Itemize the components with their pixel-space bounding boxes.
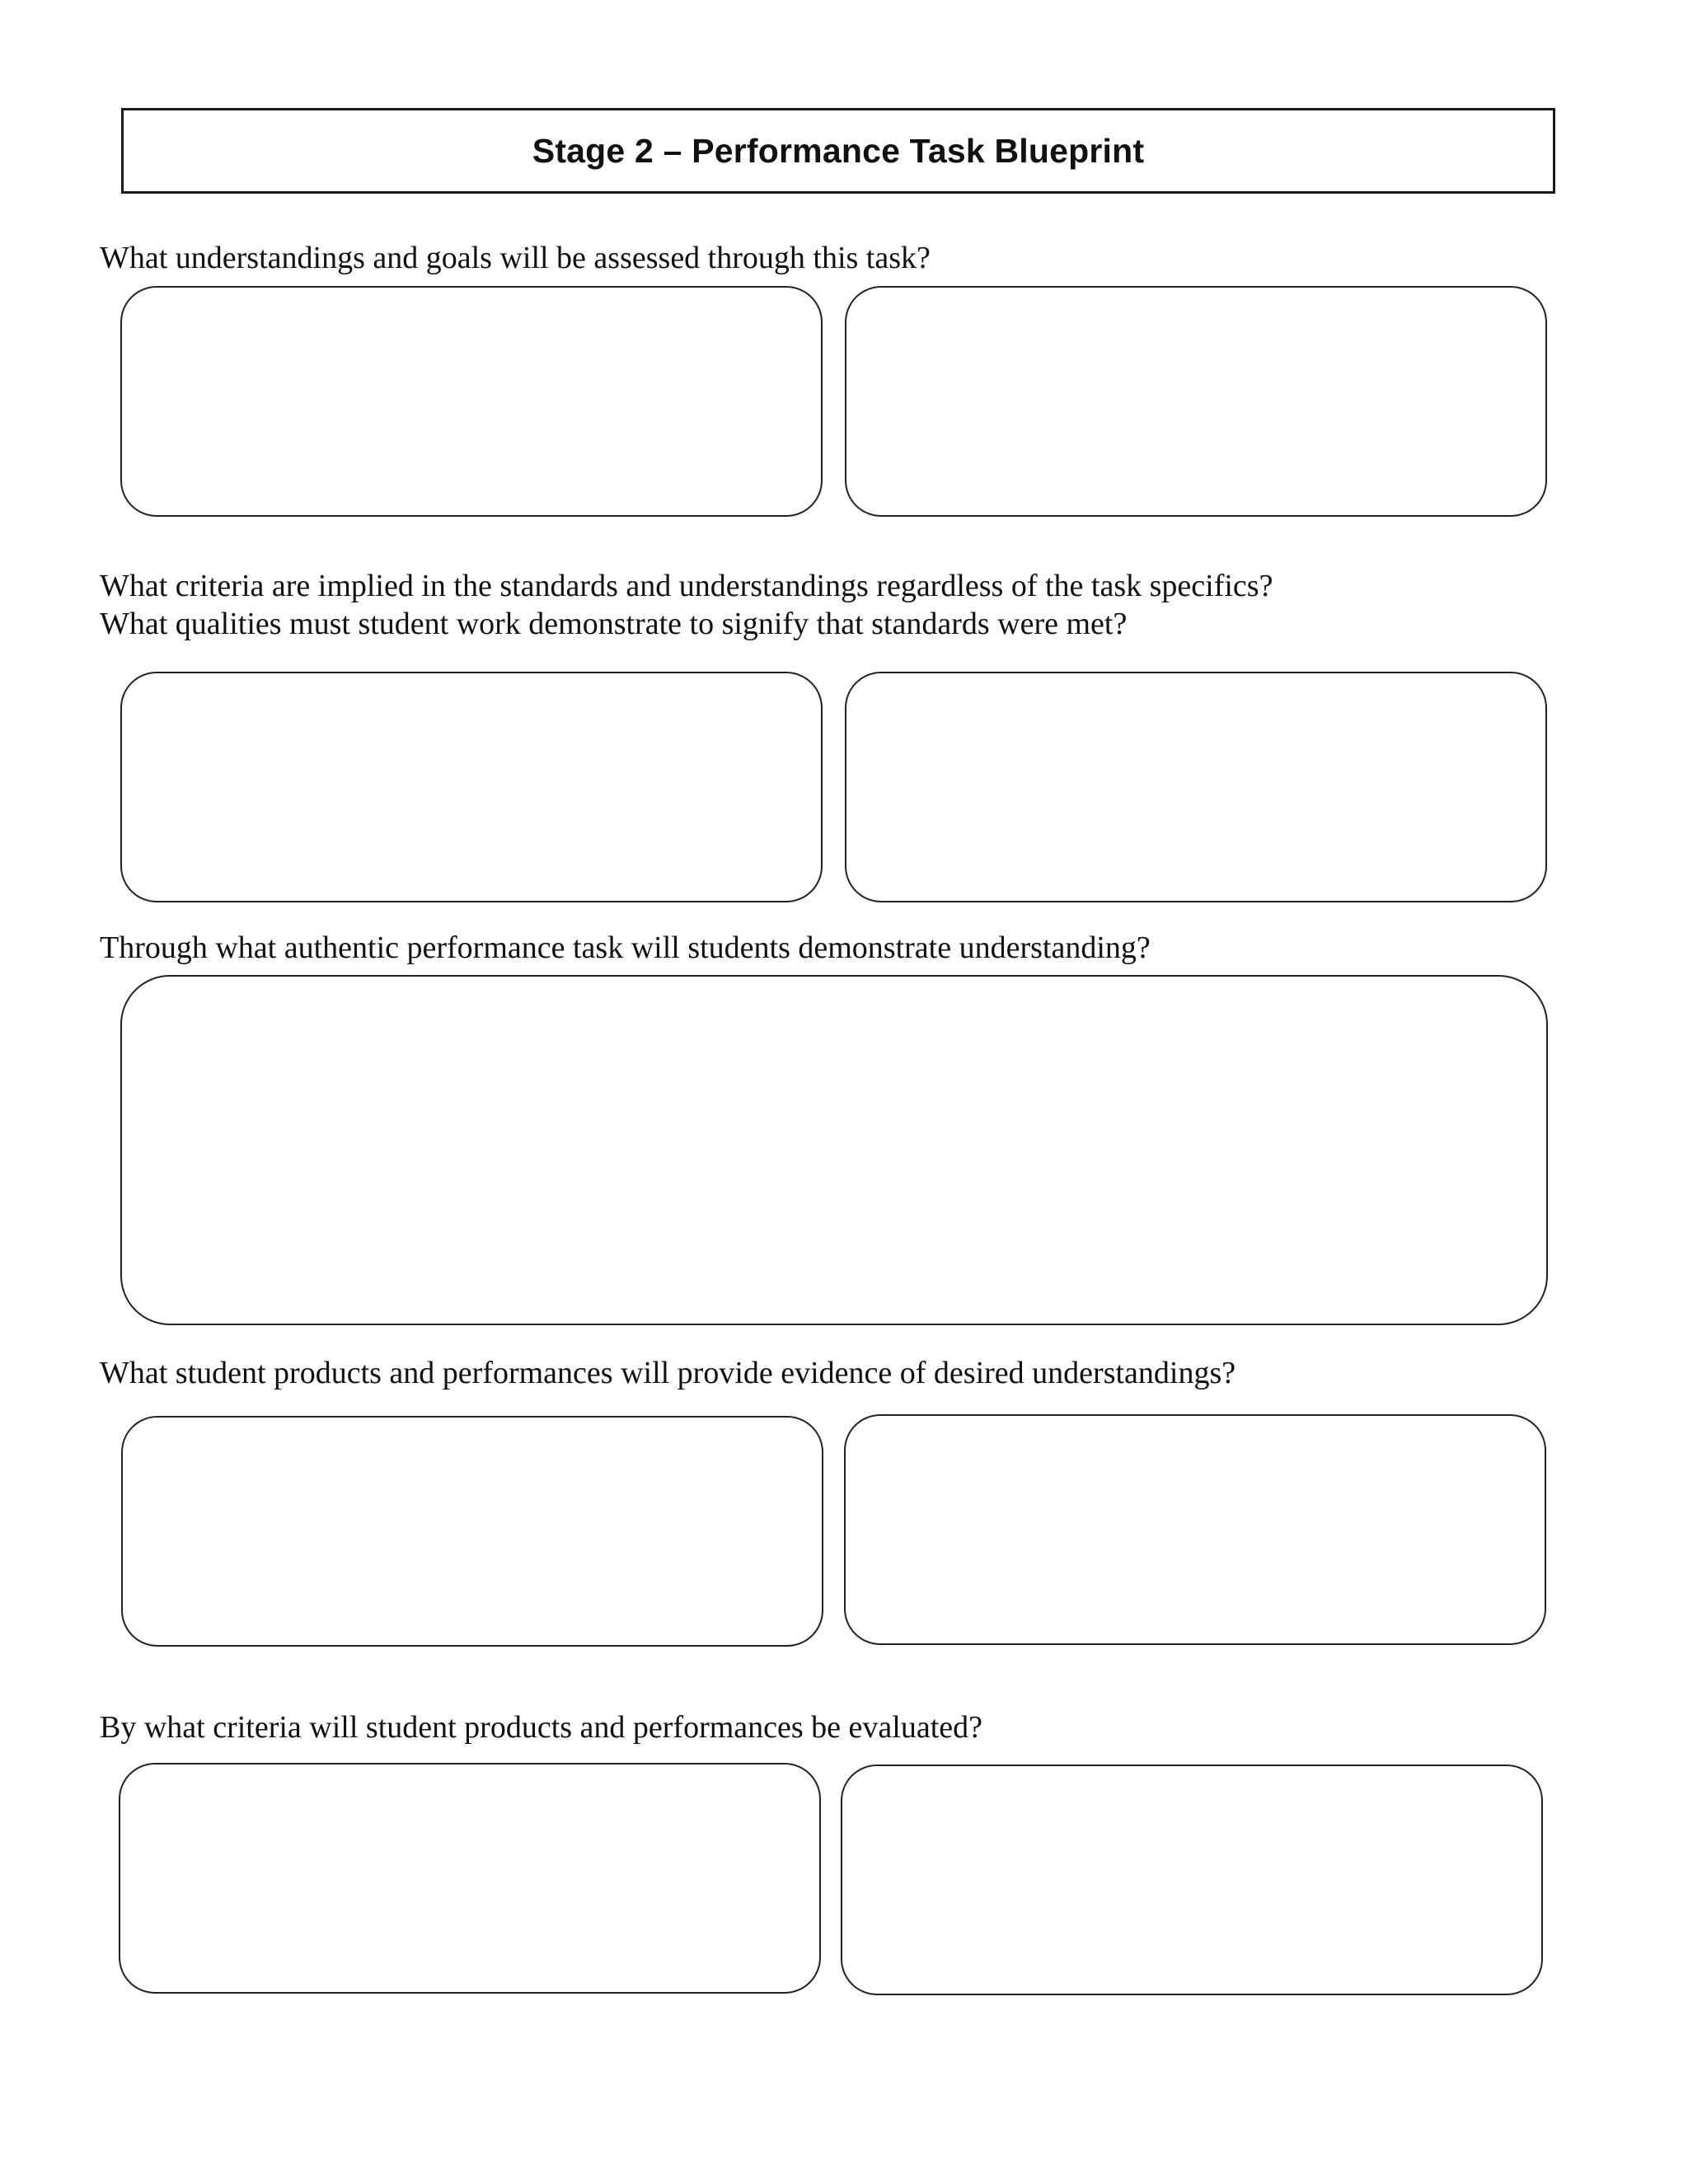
section-1-answer-left[interactable] bbox=[120, 286, 823, 517]
section-1-answer-right[interactable] bbox=[845, 286, 1547, 517]
section-2-prompt bbox=[100, 567, 1273, 643]
section-2-answer-right[interactable] bbox=[845, 672, 1547, 902]
title-box bbox=[121, 108, 1555, 194]
page-title: Stage 2 – Performance Task Blueprint bbox=[532, 131, 1145, 170]
section-4-prompt bbox=[100, 1354, 1236, 1392]
section-3-prompt bbox=[100, 929, 1151, 967]
section-5-answer-left[interactable] bbox=[119, 1763, 821, 1994]
section-5-prompt-line-1: By what criteria will student products and performances be evaluated? bbox=[100, 1710, 982, 1745]
section-4-answer-left[interactable] bbox=[121, 1416, 823, 1647]
section-3-answer[interactable] bbox=[120, 975, 1548, 1325]
section-2-prompt-line-1: What criteria are implied in the standards and understandings regardless of the task specifics? bbox=[100, 569, 1273, 603]
section-1-prompt-line-1: What understandings and goals will be assessed through this task? bbox=[100, 241, 931, 275]
section-5-prompt bbox=[100, 1708, 982, 1746]
section-3-prompt-line-1: Through what authentic performance task will students demonstrate understanding? bbox=[100, 930, 1151, 965]
section-4-answer-right[interactable] bbox=[844, 1414, 1546, 1645]
section-4-prompt-line-1: What student products and performances will provide evidence of desired understandings? bbox=[100, 1356, 1236, 1390]
section-2-answer-left[interactable] bbox=[120, 672, 823, 902]
section-5-answer-right[interactable] bbox=[841, 1765, 1543, 1995]
section-1-prompt bbox=[100, 239, 931, 277]
section-2-prompt-line-2: What qualities must student work demonstrate to signify that standards were met? bbox=[100, 607, 1128, 641]
